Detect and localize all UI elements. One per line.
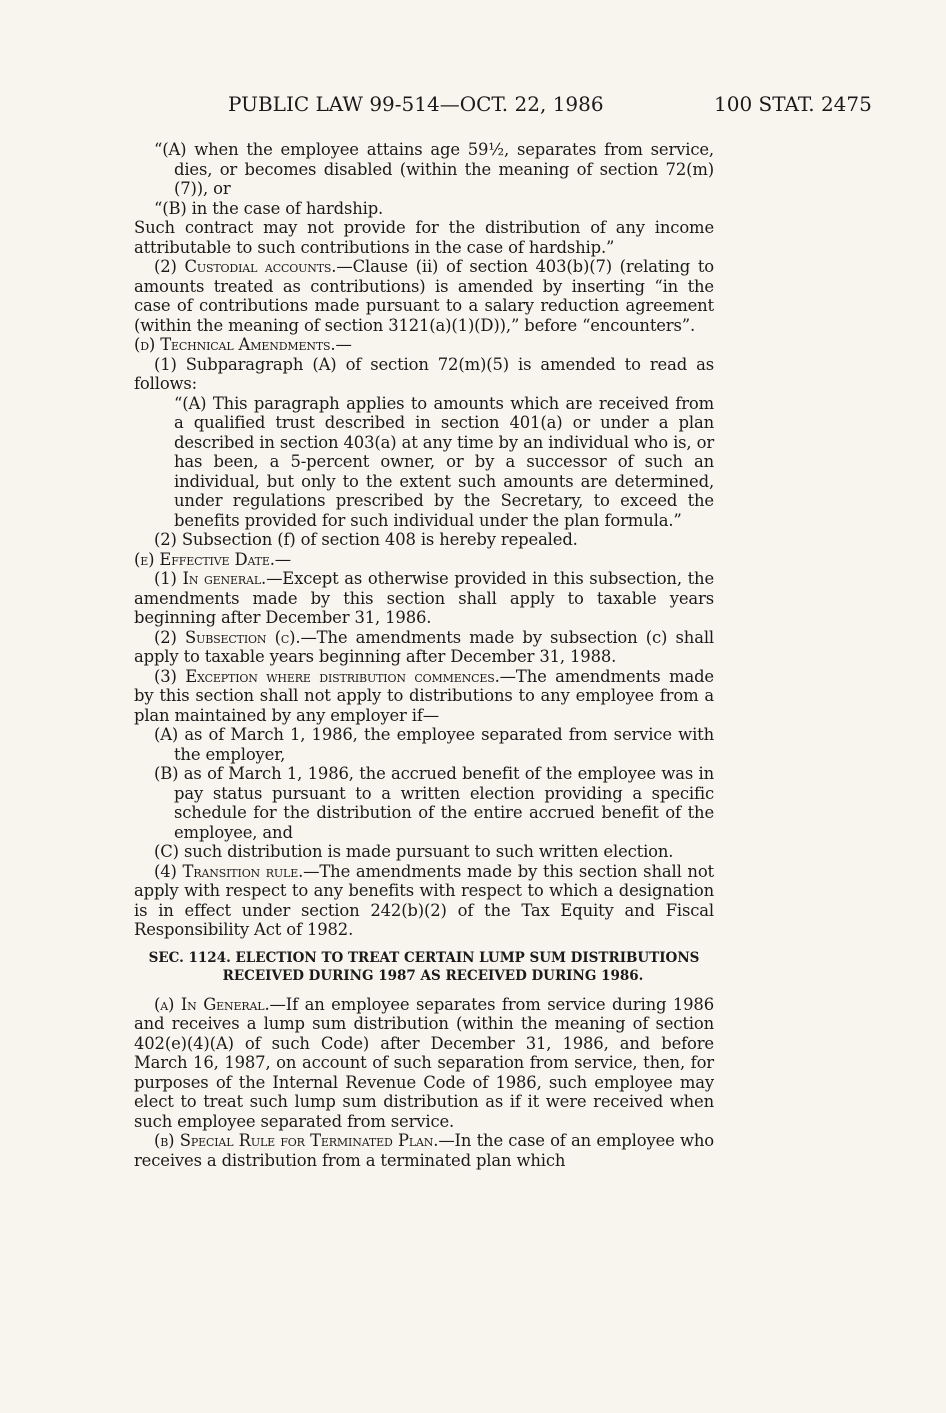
heading-in-general: (1) In general.: [154, 569, 267, 588]
heading-special-rule: (b) Special Rule for Terminated Plan.: [154, 1131, 439, 1150]
quoted-paragraph-72m5: “(A) This paragraph applies to amounts which are received from a qualified trust described in section 401(a) or under a plan described in section 403(a) at any time by an individual who is, or has been, a 5-percent owner, or by a successor of such an individual, but only to the extent such amounts are determined, under regulations prescribed by the Secretary, to exceed the benefits provided for such individual under the plan formula.”: [174, 393, 714, 530]
paragraph-1124-a: (a) In General.—If an employee separates from service during 1986 and receives a lump sum distribution (within the meaning of section 402(e)(4)(A) of such Code) after December 31, 1986, and before March 16, 1987, on account of such separation from service, then, for purposes of the Internal Revenue Code of 1986, such employee may elect to treat such lump sum distribution as if it were received when such employee separated from service.: [134, 994, 714, 1131]
heading-effective-date: (e) Effective Date.: [134, 549, 275, 569]
page-header: [0, 92, 946, 122]
paragraph-d1: (1) Subparagraph (A) of section 72(m)(5) is amended to read as follows:: [134, 354, 714, 393]
heading-transition-rule: (4) Transition rule.: [154, 861, 304, 881]
heading-1124-in-general: (a) In General.: [154, 994, 270, 1014]
paragraph-e3-a: (A) as of March 1, 1986, the employee separated from service with the employer,: [154, 725, 714, 764]
subsection-d-heading: (d) Technical Amendments.—: [134, 335, 352, 354]
statute-page-number: 100 STAT. 2475: [714, 92, 872, 116]
paragraph-custodial-accounts: (2) Custodial accounts.—Clause (ii) of section 403(b)(7) (relating to amounts treated as contributions) is amended by inserting “in the case of contributions made pursuant to a salary reduction agreement (within the meaning of section 3121(a)(1)(D)),” before “encounters”.: [134, 257, 714, 335]
paragraph-e3-c: (C) such distribution is made pursuant to such written election.: [154, 842, 674, 861]
paragraph-e3: (3) Exception where distribution commences.—The amendments made by this section shall not apply to distributions to any employee from a plan maintained by any employer if—: [134, 666, 714, 725]
section-1124-heading: SEC. 1124. ELECTION TO TREAT CERTAIN LUMP SUM DISTRIBUTIONS RECEIVED DURING 1987 AS RECEIVED DURING 1986.: [148, 949, 700, 984]
heading-custodial-accounts: (2) Custodial accounts.: [154, 257, 337, 276]
paragraph-e1: (1) In general.—Except as otherwise provided in this subsection, the amendments made by this section shall apply to taxable years beginning after December 31, 1986.: [134, 569, 715, 627]
statute-body: [134, 140, 714, 1170]
paragraph-d2: (2) Subsection (f) of section 408 is hereby repealed.: [154, 530, 578, 549]
paragraph-e3-b: (B) as of March 1, 1986, the accrued benefit of the employee was in pay status pursuant to a written election providing a specific schedule for the distribution of the entire accrued benefit of the employee, and: [154, 764, 714, 842]
paragraph-a-age: “(A) when the employee attains age 59½, separates from service, dies, or becomes disabled (within the meaning of section 72(m)(7)), or: [154, 140, 714, 198]
paragraph-e4: (4) Transition rule.—The amendments made by this section shall not apply with respect to any benefits with respect to which a designation is in effect under section 242(b)(2) of the Tax Equity and Fiscal Responsibility Act of 1982.: [134, 861, 714, 939]
heading-exception: (3) Exception where distribution commences.: [154, 666, 500, 686]
paragraph-b-hardship: “(B) in the case of hardship.: [154, 198, 384, 218]
subsection-e-heading: (e) Effective Date.—: [134, 549, 292, 569]
paragraph-contract-hardship: Such contract may not provide for the distribution of any income attributable to such contributions in the case of hardship.”: [134, 218, 714, 257]
paragraph-e2: (2) Subsection (c).—The amendments made by subsection (c) shall apply to taxable years beginning after December 31, 1988.: [134, 627, 714, 666]
heading-technical-amendments: (d) Technical Amendments.: [134, 335, 336, 354]
heading-subsection-c: (2) Subsection (c).: [154, 627, 301, 647]
running-head: PUBLIC LAW 99-514—OCT. 22, 1986: [228, 92, 604, 116]
paragraph-1124-b: (b) Special Rule for Terminated Plan.—In the case of an employee who receives a distribution from a terminated plan which: [134, 1131, 714, 1170]
